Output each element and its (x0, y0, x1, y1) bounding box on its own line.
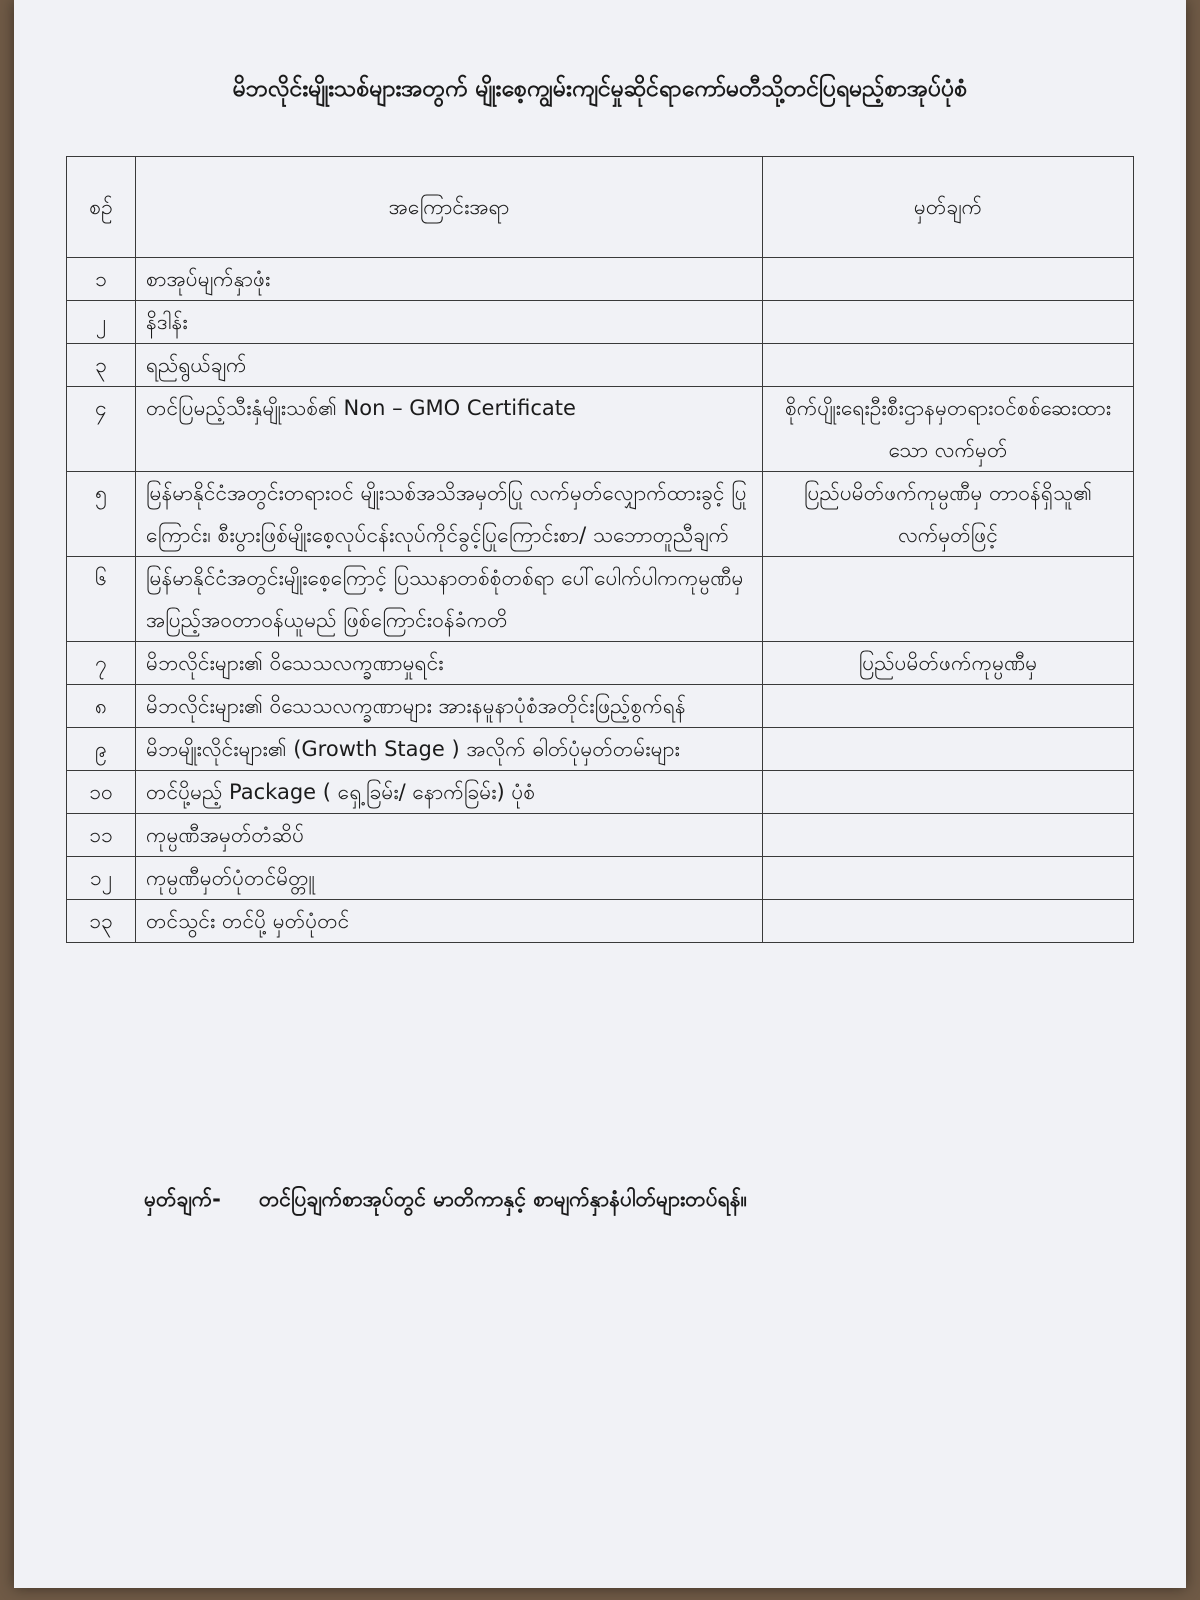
footnote-label: မှတ်ချက်- (144, 1187, 221, 1211)
row-subject: မြန်မာနိုင်ငံအတွင်းတရားဝင် မျိုးသစ်အသိအမှတ်ပြု လက်မှတ်လျှောက်ထားခွင့် ပြုကြောင်း၊ စီးပွားဖြစ်မျိုးစေ့လုပ်ငန်းလုပ်ကိုင်ခွင့်ပြုကြောင်းစာ/ သဘောတူညီချက် (136, 472, 763, 557)
header-remarks: မှတ်ချက် (763, 157, 1134, 258)
table-row (67, 344, 1134, 387)
table-row (67, 301, 1134, 344)
row-subject: မြန်မာနိုင်ငံအတွင်းမျိုးစေ့ကြောင့် ပြဿနာတစ်စုံတစ်ရာ ပေါ်ပေါက်ပါကကုမ္ပဏီမှ အပြည့်အဝတာဝန်ယူမည် ဖြစ်ကြောင်းဝန်ခံကတိ (136, 557, 763, 642)
row-remarks: ပြည်ပမိတ်ဖက်ကုမ္ပဏီမှ (763, 642, 1134, 685)
table-row (67, 642, 1134, 685)
table-row (67, 472, 1134, 557)
row-number: ၁၁ (67, 814, 136, 857)
row-remarks (763, 685, 1134, 728)
row-subject: မိဘမျိုးလိုင်းများ၏ (Growth Stage ) အလိုက် ဓါတ်ပုံမှတ်တမ်းများ (136, 728, 763, 771)
row-number: ၃ (67, 344, 136, 387)
row-remarks (763, 900, 1134, 943)
document-page (14, 0, 1186, 1588)
table-row (67, 900, 1134, 943)
table-row (67, 814, 1134, 857)
row-number: ၁၃ (67, 900, 136, 943)
row-number: ၅ (67, 472, 136, 557)
row-remarks (763, 344, 1134, 387)
row-subject: စာအုပ်မျက်နှာဖုံး (136, 258, 763, 301)
row-remarks (763, 814, 1134, 857)
row-number: ၁ (67, 258, 136, 301)
row-number: ၇ (67, 642, 136, 685)
row-remarks (763, 301, 1134, 344)
footnote-text: တင်ပြချက်စာအုပ်တွင် မာတိကာနှင့် စာမျက်နှာနံပါတ်များတပ်ရန်။ (258, 1187, 748, 1211)
row-number: ၆ (67, 557, 136, 642)
row-subject: မိဘလိုင်းများ၏ ဝိသေသလက္ခဏာများ အားနမူနာပုံစံအတိုင်းဖြည့်စွက်ရန် (136, 685, 763, 728)
table-row (67, 387, 1134, 472)
table-row (67, 771, 1134, 814)
header-no: စဉ် (67, 157, 136, 258)
table-row (67, 685, 1134, 728)
document-title: မိဘလိုင်းမျိုးသစ်များအတွက် မျိုးစေ့ကျွမ်းကျင်မှုဆိုင်ရာကော်မတီသို့တင်ပြရမည့်စာအုပ်ပုံစံ (232, 76, 968, 102)
row-subject: ရည်ရွယ်ချက် (136, 344, 763, 387)
row-number: ၄ (67, 387, 136, 472)
row-remarks (763, 557, 1134, 642)
row-number: ၂ (67, 301, 136, 344)
row-remarks (763, 258, 1134, 301)
table-row (67, 857, 1134, 900)
table-row (67, 258, 1134, 301)
row-subject: မိဘလိုင်းများ၏ ဝိသေသလက္ခဏာမှုရင်း (136, 642, 763, 685)
row-remarks: ပြည်ပမိတ်ဖက်ကုမ္ပဏီမှ တာဝန်ရှိသူ၏ လက်မှတ်ဖြင့် (763, 472, 1134, 557)
row-number: ၈ (67, 685, 136, 728)
row-subject: တင်ပို့မည့် Package ( ရှေ့ခြမ်း/ နောက်ခြမ်း) ပုံစံ (136, 771, 763, 814)
row-subject: တင်သွင်း တင်ပို့ မှတ်ပုံတင် (136, 900, 763, 943)
checklist-table (66, 156, 1134, 943)
row-subject: တင်ပြမည့်သီးနှံမျိုးသစ်၏ Non – GMO Certificate (136, 387, 763, 472)
row-remarks: စိုက်ပျိုးရေးဦးစီးဌာနမှတရားဝင်စစ်ဆေးထားသော လက်မှတ် (763, 387, 1134, 472)
table-row (67, 728, 1134, 771)
row-subject: နိဒါန်း (136, 301, 763, 344)
row-number: ၁၂ (67, 857, 136, 900)
row-remarks (763, 771, 1134, 814)
row-subject: ကုမ္ပဏီမှတ်ပုံတင်မိတ္တူ (136, 857, 763, 900)
table-header-row (67, 157, 1134, 258)
row-number: ၁၀ (67, 771, 136, 814)
row-remarks (763, 728, 1134, 771)
row-number: ၉ (67, 728, 136, 771)
footnote (144, 1186, 747, 1217)
row-subject: ကုမ္ပဏီအမှတ်တံဆိပ် (136, 814, 763, 857)
table-row (67, 557, 1134, 642)
row-remarks (763, 857, 1134, 900)
header-subject: အကြောင်းအရာ (136, 157, 763, 258)
